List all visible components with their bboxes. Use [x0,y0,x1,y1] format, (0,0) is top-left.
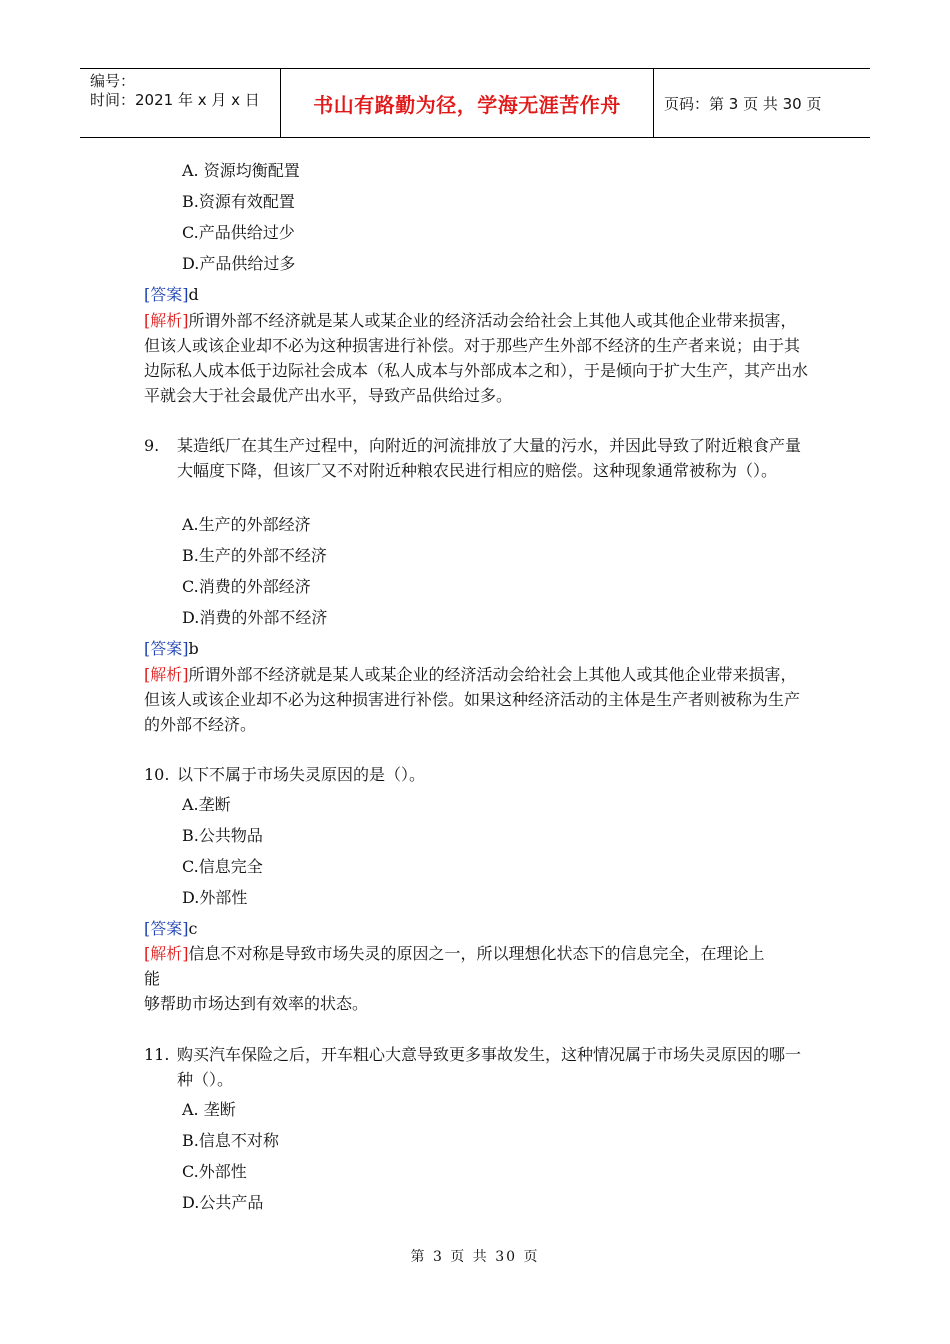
q10-text: 以下不属于市场失灵原因的是（）。 [177,765,426,784]
q9-option-c: C.消费的外部经济 [182,577,311,596]
answer-tag: [答案] [144,639,189,658]
q9-option-a: A.生产的外部经济 [182,515,311,534]
code-label: 编号： [90,72,136,90]
q8-option-b: B.资源有效配置 [182,192,295,211]
q10-analysis-line3: 够帮助市场达到有效率的状态。 [144,994,369,1013]
answer-value: b [188,639,199,658]
q11-option-c: C.外部性 [182,1162,247,1181]
q10-answer [144,919,197,939]
q9-option-d: D.消费的外部不经济 [182,608,328,627]
analysis-text: 所谓外部不经济就是某人或某企业的经济活动会给社会上其他人或其他企业带来损害，但该人或该企业却不必为这种损害进行补偿。如果这种经济活动的主体是生产者则被称为生产的外部不经济。 [144,665,801,734]
analysis-tag: [解析] [144,665,189,684]
analysis-tag: [解析] [144,311,189,330]
q9-analysis [144,662,812,737]
q8-analysis [144,308,812,408]
q10-option-c: C.信息完全 [182,857,263,876]
q8-answer [144,285,199,305]
analysis-tag: [解析] [144,944,189,963]
q8-option-c: C.产品供给过少 [182,223,295,242]
header-motto: 书山有路勤为径，学海无涯苦作舟 [281,69,654,137]
q8-option-a: A. 资源均衡配置 [182,161,300,180]
q9-option-b: B.生产的外部不经济 [182,546,327,565]
q11-number: 11. [144,1045,170,1064]
q11-option-d: D.公共产品 [182,1193,264,1212]
q10-option-d: D.外部性 [182,888,248,907]
q11-option-a: A. 垄断 [182,1100,236,1119]
header-meta [80,69,281,137]
analysis-text: 信息不对称是导致市场失灵的原因之一，所以理想化状态下的信息完全，在理论上 [188,944,765,963]
time-label: 时间：2021 年 x 月 x 日 [90,91,260,109]
page-header [80,68,870,138]
q10-number: 10. [144,765,170,784]
analysis-text: 所谓外部不经济就是某人或某企业的经济活动会给社会上其他人或其他企业带来损害，但该人或该企业却不必为这种损害进行补偿。对于那些产生外部不经济的生产者来说；由于其边际私人成本低于边际社会成本（私人成本与外部成本之和），于是倾向于扩大生产，其产出水平就会大于社会最优产出水平，导致产品供给过多。 [144,311,809,405]
q10-analysis-line1 [144,944,765,964]
q11-option-b: B.信息不对称 [182,1131,279,1150]
answer-value: c [188,919,198,938]
q9-number: 9. [144,436,160,455]
q10-option-b: B.公共物品 [182,826,263,845]
q10-analysis-line2: 能 [144,969,161,988]
q9-answer [144,639,199,659]
header-page-info: 页码：第 3 页 共 30 页 [664,94,822,113]
answer-tag: [答案] [144,285,189,304]
q10-option-a: A.垄断 [182,795,231,814]
q11-text: 购买汽车保险之后，开车粗心大意导致更多事故发生，这种情况属于市场失灵原因的哪一种（）。 [177,1045,802,1089]
q9-text: 某造纸厂在其生产过程中，向附近的河流排放了大量的污水，并因此导致了附近粮食产量大幅度下降，但该厂又不对附近种粮农民进行相应的赔偿。这种现象通常被称为（）。 [177,436,802,480]
answer-value: d [188,285,199,304]
page-footer: 第 3 页 共 30 页 [410,1249,540,1265]
q8-option-d: D.产品供给过多 [182,254,296,273]
answer-tag: [答案] [144,919,189,938]
